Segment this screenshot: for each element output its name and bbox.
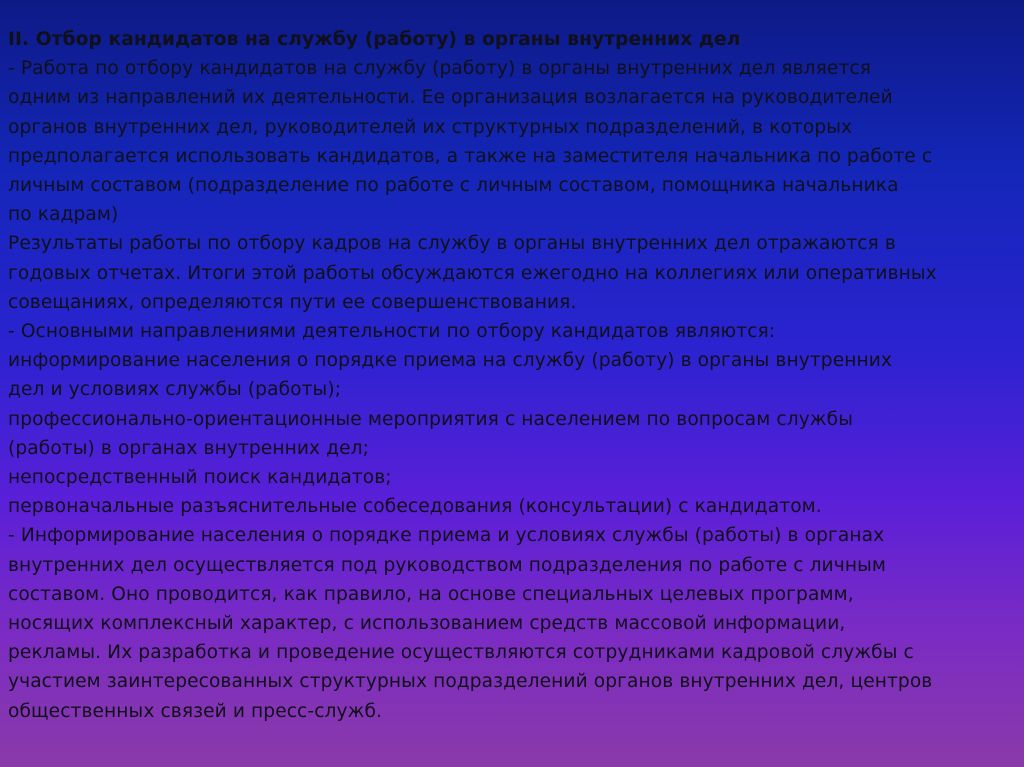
slide-title: II. Отбор кандидатов на службу (работу) в органы внутренних дел [8,29,741,50]
text-line-7: Результаты работы по отбору кадров на службу в органы внутренних дел отражаются в [8,233,896,255]
text-line-20: носящих комплексный характер, с использованием средств массовой информации, [8,613,846,635]
text-line-8: годовых отчетах. Итоги этой работы обсуждаются ежегодно на коллегиях или оперативных [8,262,937,284]
text-line-13: профессионально-ориентационные мероприятия с населением по вопросам службы [8,408,854,430]
text-line-9: совещаниях, определяются пути ее совершенствования. [8,291,577,313]
text-line-6: по кадрам) [8,204,119,226]
text-line-5: личным составом (подразделение по работе с личным составом, помощника начальника [8,175,899,197]
text-line-18: внутренних дел осуществляется под руководством подразделения по работе с личным [8,554,886,576]
text-line-3: органов внутренних дел, руководителей их структурных подразделений, в которых [8,116,853,138]
text-line-17: - Информирование населения о порядке приема и условиях службы (работы) в органах [8,525,885,547]
text-line-10: - Основными направлениями деятельности по отбору кандидатов являются: [8,321,776,343]
text-line-12: дел и условиях службы (работы); [8,379,342,401]
text-line-21: рекламы. Их разработка и проведение осуществляются сотрудниками кадровой службы с [8,642,914,664]
text-line-22: участием заинтересованных структурных подразделений органов внутренних дел, центров [8,671,933,693]
text-line-14: (работы) в органах внутренних дел; [8,437,369,459]
text-line-4: предполагается использовать кандидатов, а также на заместителя начальника по работе с [8,145,933,167]
text-line-11: информирование населения о порядке приема на службу (работу) в органы внутренних [8,350,893,372]
slide-text-block [8,25,1018,726]
text-line-2: одним из направлений их деятельности. Ее организация возлагается на руководителей [8,87,893,109]
text-line-15: непосредственный поиск кандидатов; [8,467,392,489]
text-line-19: составом. Оно проводится, как правило, на основе специальных целевых программ, [8,583,854,605]
text-line-1: - Работа по отбору кандидатов на службу (работу) в органы внутренних дел является [8,58,872,80]
text-line-23: общественных связей и пресс-служб. [8,700,383,722]
text-line-16: первоначальные разъяснительные собеседования (консультации) с кандидатом. [8,496,822,518]
